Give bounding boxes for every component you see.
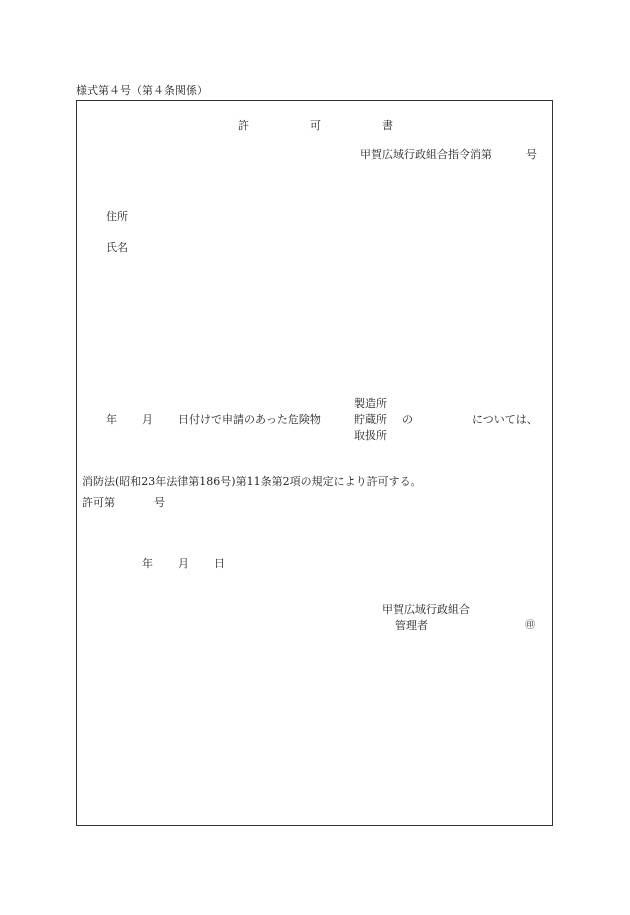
date-year-label: 年 (142, 557, 153, 570)
issuer-reference-suffix: 号 (526, 148, 537, 161)
facility-type-manufacturing: 製造所 (354, 397, 387, 410)
form-frame (76, 100, 553, 826)
application-suffix: については、 (472, 413, 538, 426)
permit-number-label: 許可第 (82, 496, 115, 509)
application-month-label: 月 (142, 413, 153, 426)
permit-number-suffix: 号 (154, 496, 165, 509)
name-label: 氏名 (106, 241, 128, 254)
form-label: 様式第４号（第４条関係） (76, 84, 208, 97)
legal-basis: 消防法(昭和23年法律第186号)第11条第2項の規定により許可する。 (82, 475, 422, 488)
signature-role: 管理者 (395, 619, 428, 632)
address-label: 住所 (106, 210, 128, 223)
title-char-1: 許 (238, 119, 249, 132)
title-char-2: 可 (310, 119, 321, 132)
facility-type-handling: 取扱所 (354, 429, 387, 442)
issuer-reference-org: 甲賀広域行政組合指令消第 (360, 148, 492, 161)
date-day-label: 日 (214, 557, 225, 570)
date-month-label: 月 (178, 557, 189, 570)
seal-stamp-mark: ㊞ (525, 620, 535, 631)
application-text: 日付けで申請のあった危険物 (178, 413, 321, 426)
title-char-3: 書 (382, 119, 393, 132)
signature-org: 甲賀広域行政組合 (382, 603, 470, 616)
application-particle: の (402, 413, 413, 426)
application-year-label: 年 (106, 413, 117, 426)
facility-type-storage: 貯蔵所 (354, 413, 387, 426)
